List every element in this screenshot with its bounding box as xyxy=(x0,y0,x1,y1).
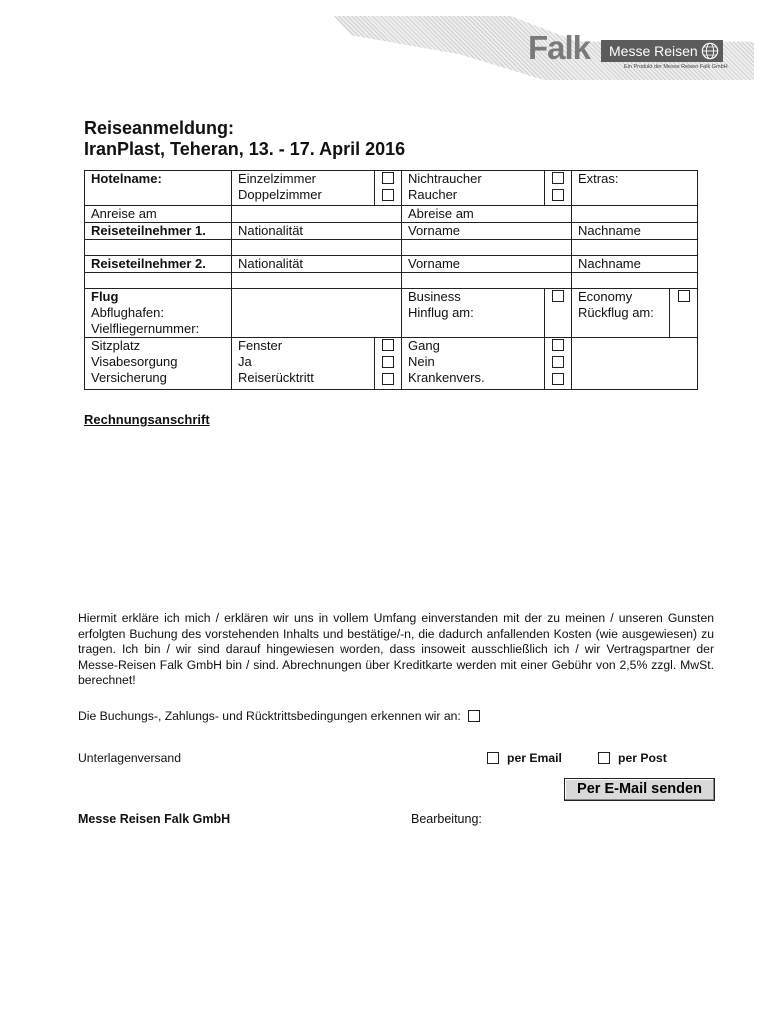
vielflieger-label: Vielfliegernummer: xyxy=(91,321,200,336)
fenster-checkbox[interactable] xyxy=(382,339,394,351)
option-checkboxes-b xyxy=(545,338,572,390)
nein-checkbox[interactable] xyxy=(552,356,564,368)
teilnehmer1-vorname-field[interactable]: Vorname xyxy=(402,223,572,240)
gang-label: Gang xyxy=(408,338,440,353)
table-row xyxy=(85,240,698,256)
economy-checkbox-cell xyxy=(670,289,698,338)
reiseruecktritt-label: Reiserücktritt xyxy=(238,370,314,385)
table-row xyxy=(85,289,698,338)
logo-box xyxy=(601,40,723,62)
business-labels xyxy=(402,289,545,338)
teilnehmer1-nationalitaet-field[interactable]: Nationalität xyxy=(232,223,402,240)
table-row xyxy=(85,273,698,289)
spacer-cell xyxy=(232,273,402,289)
table-row xyxy=(85,223,698,240)
raucher-checkbox[interactable] xyxy=(552,189,564,201)
smoker-labels xyxy=(402,171,545,206)
economy-labels xyxy=(572,289,670,338)
einzelzimmer-label: Einzelzimmer xyxy=(238,171,317,186)
sitzplatz-label: Sitzplatz xyxy=(91,338,141,353)
hotelname-label: Hotelname: xyxy=(85,171,232,206)
ja-checkbox[interactable] xyxy=(382,356,394,368)
doppelzimmer-label: Doppelzimmer xyxy=(238,187,322,202)
spacer-cell xyxy=(85,240,232,256)
extras-label: Extras: xyxy=(578,171,619,186)
room-type-labels xyxy=(232,171,375,206)
table-row xyxy=(85,171,698,206)
business-checkbox[interactable] xyxy=(552,290,564,302)
visa-label: Visabesorgung xyxy=(91,354,178,369)
per-post-label: per Post xyxy=(618,751,667,765)
spacer-cell xyxy=(572,273,698,289)
teilnehmer2-nationalitaet-field[interactable]: Nationalität xyxy=(232,256,402,273)
anreise-field[interactable] xyxy=(232,206,402,223)
send-email-button[interactable]: Per E-Mail senden xyxy=(564,778,715,801)
raucher-label: Raucher xyxy=(408,187,458,202)
legal-paragraph: Hiermit erkläre ich mich / erklären wir uns in vollem Umfang einverstanden mit der zu meinen / unseren Gunsten erfolgten Buchung des vorstehenden Inhalts und bestätige/-n, die dadurch anfallenden Kosten (wie ausgewiesen) zu tragen. Ich bin / wir sind darauf hingewiesen worden, dass insoweit ausschließlich ich / wir Vertragspartner der Messe-Reisen Falk GmbH bin / sind. Abrechnungen über Kreditkarte werden mit einer Gebühr von 2,5% zzgl. MwSt. berechnet! xyxy=(78,611,714,688)
abflughafen-field[interactable] xyxy=(232,289,402,338)
extras-labels xyxy=(85,338,232,390)
per-email-option xyxy=(487,751,562,765)
logo-tagline: Ein Produkt der Messe Reisen Falk GmbH xyxy=(624,64,728,70)
unterlagenversand-label: Unterlagenversand xyxy=(78,751,181,765)
option-labels-b xyxy=(402,338,545,390)
rechnungsanschrift-heading: Rechnungsanschrift xyxy=(84,412,210,427)
spacer-cell xyxy=(85,273,232,289)
per-email-checkbox[interactable] xyxy=(487,752,499,764)
accept-terms-label: Die Buchungs-, Zahlungs- und Rücktrittsbedingungen erkennen wir an: xyxy=(78,709,461,723)
form-title: Reiseanmeldung: xyxy=(84,118,235,138)
business-checkbox-cell xyxy=(545,289,572,338)
bearbeitung-label: Bearbeitung: xyxy=(411,812,482,826)
option-checkboxes-a xyxy=(375,338,402,390)
hinflug-label: Hinflug am: xyxy=(408,305,474,320)
economy-label: Economy xyxy=(578,289,633,304)
teilnehmer1-nachname-field[interactable]: Nachname xyxy=(572,223,698,240)
krankenvers-checkbox[interactable] xyxy=(552,373,564,385)
logo-word: Falk xyxy=(528,29,591,66)
spacer-cell xyxy=(402,240,572,256)
nichtraucher-label: Nichtraucher xyxy=(408,171,482,186)
economy-checkbox[interactable] xyxy=(678,290,690,302)
spacer-cell xyxy=(572,240,698,256)
abreise-label: Abreise am xyxy=(402,206,572,223)
rueckflug-label: Rückflug am: xyxy=(578,305,654,320)
nichtraucher-checkbox[interactable] xyxy=(552,172,564,184)
event-title: IranPlast, Teheran, 13. - 17. April 2016 xyxy=(84,139,406,159)
gang-checkbox[interactable] xyxy=(552,339,564,351)
teilnehmer1-label: Reiseteilnehmer 1. xyxy=(85,223,232,240)
flug-label: Flug xyxy=(91,289,119,304)
accept-terms-checkbox[interactable] xyxy=(468,710,480,722)
globe-icon xyxy=(701,42,719,60)
logo-box-text: Messe Reisen xyxy=(609,43,698,59)
abflughafen-label: Abflughafen: xyxy=(91,305,165,320)
extras-field[interactable] xyxy=(572,171,698,206)
business-label: Business xyxy=(408,289,461,304)
company-name: Messe Reisen Falk GmbH xyxy=(78,812,231,826)
table-row xyxy=(85,256,698,273)
fenster-label: Fenster xyxy=(238,338,283,353)
spacer-cell xyxy=(402,273,572,289)
teilnehmer2-nachname-field[interactable]: Nachname xyxy=(572,256,698,273)
table-row xyxy=(85,338,698,390)
option-labels-a xyxy=(232,338,375,390)
einzelzimmer-checkbox[interactable] xyxy=(382,172,394,184)
ja-label: Ja xyxy=(238,354,252,369)
table-row xyxy=(85,206,698,223)
per-post-checkbox[interactable] xyxy=(598,752,610,764)
doppelzimmer-checkbox[interactable] xyxy=(382,189,394,201)
krankenvers-label: Krankenvers. xyxy=(408,370,485,385)
falk-logo xyxy=(528,30,728,74)
spacer-cell xyxy=(232,240,402,256)
reiseruecktritt-checkbox[interactable] xyxy=(382,373,394,385)
booking-form-table xyxy=(84,170,698,390)
anreise-label: Anreise am xyxy=(85,206,232,223)
flight-labels xyxy=(85,289,232,338)
per-email-label: per Email xyxy=(507,751,562,765)
empty-cell xyxy=(572,338,698,390)
abreise-field[interactable] xyxy=(572,206,698,223)
teilnehmer2-label: Reiseteilnehmer 2. xyxy=(85,256,232,273)
nein-label: Nein xyxy=(408,354,435,369)
per-post-option xyxy=(598,751,667,765)
accept-terms-row xyxy=(78,709,480,723)
room-type-checkboxes xyxy=(375,171,402,206)
smoker-checkboxes xyxy=(545,171,572,206)
teilnehmer2-vorname-field[interactable]: Vorname xyxy=(402,256,572,273)
versicherung-label: Versicherung xyxy=(91,370,167,385)
